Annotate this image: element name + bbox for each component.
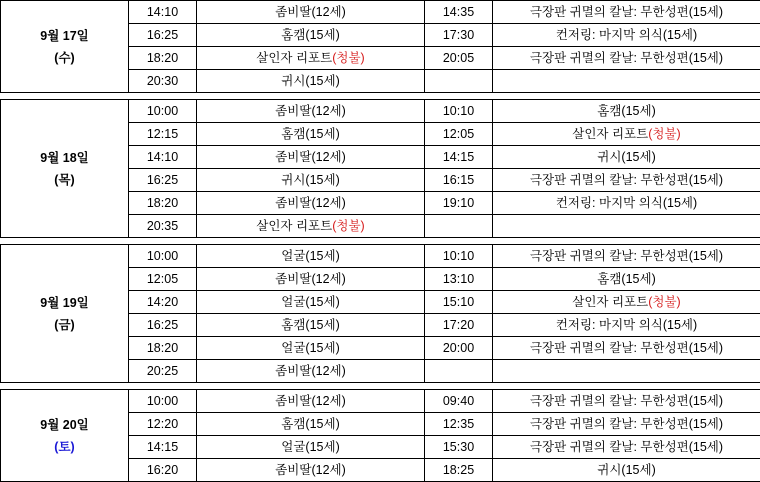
rating-badge: (15세) [621,463,655,477]
rating-badge: (12세) [311,394,345,408]
spacer-cell [129,238,197,245]
movie-title: 컨저링: 마지막 의식 [556,28,663,42]
rating-badge: (15세) [305,417,339,431]
screening-title-left [197,436,425,459]
movie-title: 살인자 리포트 [572,127,648,141]
screening-time-right: 15:30 [425,436,493,459]
movie-title: 좀비딸 [275,196,311,210]
movie-title: 좀비딸 [275,272,311,286]
screening-title-left [197,70,425,93]
rating-badge: (15세) [689,440,723,454]
rating-badge: (15세) [305,173,339,187]
rating-badge: (15세) [621,150,655,164]
screening-title-left [197,100,425,123]
screening-time-right [425,215,493,238]
screening-title-left [197,314,425,337]
screening-time-left: 16:20 [129,459,197,482]
screening-title-right [493,245,760,268]
spacer-cell [493,93,760,100]
screening-title-left [197,337,425,360]
movie-title: 좀비딸 [275,5,311,19]
movie-title: 극장판 귀멸의 칼날: 무한성편 [530,440,689,454]
table-row [1,245,760,268]
spacer-cell [129,93,197,100]
screening-time-left: 20:35 [129,215,197,238]
screening-title-right [493,314,760,337]
screening-time-right: 10:10 [425,245,493,268]
rating-badge: (12세) [311,463,345,477]
screening-time-left: 16:25 [129,169,197,192]
rating-badge: (15세) [305,249,339,263]
spacer-cell [197,383,425,390]
screening-title-right [493,70,760,93]
date-cell [1,390,129,482]
screening-title-right [493,390,760,413]
screening-time-right: 17:20 [425,314,493,337]
screening-title-right [493,215,760,238]
screening-title-left [197,390,425,413]
movie-title: 좀비딸 [275,394,311,408]
screening-time-right: 13:10 [425,268,493,291]
screening-title-right [493,413,760,436]
screening-time-right: 18:25 [425,459,493,482]
screening-time-right [425,70,493,93]
screening-time-left: 18:20 [129,337,197,360]
weekday-label: (목) [1,169,128,191]
screening-title-right [493,459,760,482]
spacer-cell [493,238,760,245]
date-cell [1,1,129,93]
screening-time-left: 16:25 [129,314,197,337]
screening-time-left: 10:00 [129,390,197,413]
screening-time-right: 09:40 [425,390,493,413]
block-spacer [1,93,760,100]
rating-badge: (15세) [689,417,723,431]
block-spacer [1,383,760,390]
screening-title-right [493,123,760,146]
rating-badge: (12세) [311,272,345,286]
rating-badge: (15세) [305,318,339,332]
movie-title: 좀비딸 [275,364,311,378]
spacer-cell [1,93,129,100]
screening-time-right [425,360,493,383]
movie-title: 극장판 귀멸의 칼날: 무한성편 [530,51,689,65]
rating-badge: (15세) [621,272,655,286]
screening-time-right: 19:10 [425,192,493,215]
schedule-body [1,1,760,482]
rating-badge: (15세) [305,440,339,454]
weekday-label: (토) [1,436,128,458]
screening-time-right: 16:15 [425,169,493,192]
movie-title: 홈캠 [281,127,305,141]
screening-time-right: 17:30 [425,24,493,47]
screening-title-right [493,360,760,383]
screening-time-left: 14:10 [129,146,197,169]
screening-time-left: 18:20 [129,47,197,70]
screening-title-left [197,413,425,436]
rating-badge: (15세) [305,74,339,88]
screening-time-left: 12:15 [129,123,197,146]
date-label: 9월 19일 [1,292,128,314]
spacer-cell [1,383,129,390]
rating-badge: (청불) [332,51,364,65]
screening-time-right: 14:35 [425,1,493,24]
rating-badge: (15세) [621,104,655,118]
rating-badge: (12세) [311,364,345,378]
screening-title-right [493,436,760,459]
screening-time-right: 12:35 [425,413,493,436]
screening-time-right: 20:05 [425,47,493,70]
rating-badge: (15세) [663,28,697,42]
weekday-label: (수) [1,47,128,69]
screening-title-right [493,268,760,291]
rating-badge: (15세) [689,394,723,408]
rating-badge: (15세) [689,249,723,263]
rating-badge: (15세) [305,341,339,355]
spacer-cell [197,238,425,245]
rating-badge: (12세) [311,196,345,210]
movie-title: 홈캠 [281,417,305,431]
movie-title: 홈캠 [597,104,621,118]
rating-badge: (15세) [689,173,723,187]
screening-title-left [197,169,425,192]
rating-badge: (청불) [648,127,680,141]
rating-badge: (12세) [311,5,345,19]
movie-title: 좀비딸 [275,104,311,118]
date-cell [1,100,129,238]
movie-title: 귀시 [597,463,621,477]
spacer-cell [425,238,493,245]
movie-title: 좀비딸 [275,463,311,477]
movie-title: 홈캠 [597,272,621,286]
movie-title: 살인자 리포트 [572,295,648,309]
screening-time-right: 15:10 [425,291,493,314]
screening-time-left: 16:25 [129,24,197,47]
movie-title: 살인자 리포트 [256,51,332,65]
rating-badge: (15세) [689,51,723,65]
screening-time-left: 12:20 [129,413,197,436]
rating-badge: (12세) [311,150,345,164]
screening-title-right [493,24,760,47]
rating-badge: (청불) [332,219,364,233]
screening-title-right [493,291,760,314]
screening-time-left: 10:00 [129,245,197,268]
spacer-cell [129,383,197,390]
date-cell [1,245,129,383]
screening-title-left [197,268,425,291]
movie-title: 귀시 [281,74,305,88]
screening-time-left: 14:15 [129,436,197,459]
screening-title-right [493,100,760,123]
table-row [1,390,760,413]
movie-title: 극장판 귀멸의 칼날: 무한성편 [530,417,689,431]
screening-title-left [197,360,425,383]
spacer-cell [493,383,760,390]
screening-title-right [493,192,760,215]
screening-time-left: 20:25 [129,360,197,383]
screening-title-left [197,245,425,268]
movie-title: 컨저링: 마지막 의식 [556,196,663,210]
movie-title: 극장판 귀멸의 칼날: 무한성편 [530,394,689,408]
rating-badge: (15세) [663,196,697,210]
screening-title-left [197,291,425,314]
table-row [1,1,760,24]
movie-title: 좀비딸 [275,150,311,164]
movie-title: 극장판 귀멸의 칼날: 무한성편 [530,341,689,355]
movie-title: 극장판 귀멸의 칼날: 무한성편 [530,249,689,263]
rating-badge: (15세) [689,341,723,355]
screening-time-left: 14:20 [129,291,197,314]
movie-title: 홈캠 [281,28,305,42]
date-label: 9월 17일 [1,25,128,47]
screening-title-left [197,215,425,238]
spacer-cell [425,93,493,100]
movie-title: 귀시 [597,150,621,164]
screening-time-right: 14:15 [425,146,493,169]
screening-time-right: 12:05 [425,123,493,146]
screening-title-left [197,459,425,482]
screening-title-left [197,123,425,146]
spacer-cell [425,383,493,390]
rating-badge: (15세) [689,5,723,19]
movie-title: 살인자 리포트 [256,219,332,233]
screening-title-right [493,47,760,70]
screening-title-left [197,24,425,47]
screening-title-right [493,337,760,360]
movie-title: 얼굴 [281,249,305,263]
rating-badge: (청불) [648,295,680,309]
movie-title: 얼굴 [281,295,305,309]
screening-title-right [493,169,760,192]
movie-title: 극장판 귀멸의 칼날: 무한성편 [530,5,689,19]
weekday-label: (금) [1,314,128,336]
movie-title: 컨저링: 마지막 의식 [556,318,663,332]
movie-title: 얼굴 [281,440,305,454]
screening-time-left: 18:20 [129,192,197,215]
screening-title-left [197,47,425,70]
rating-badge: (15세) [305,127,339,141]
screening-time-left: 14:10 [129,1,197,24]
movie-title: 극장판 귀멸의 칼날: 무한성편 [530,173,689,187]
rating-badge: (15세) [305,28,339,42]
movie-title: 얼굴 [281,341,305,355]
screening-time-left: 12:05 [129,268,197,291]
rating-badge: (15세) [663,318,697,332]
screening-time-right: 20:00 [425,337,493,360]
screening-time-right: 10:10 [425,100,493,123]
screening-time-left: 20:30 [129,70,197,93]
spacer-cell [1,238,129,245]
screening-time-left: 10:00 [129,100,197,123]
movie-title: 홈캠 [281,318,305,332]
date-label: 9월 18일 [1,147,128,169]
spacer-cell [197,93,425,100]
date-label: 9월 20일 [1,414,128,436]
screening-title-left [197,192,425,215]
rating-badge: (12세) [311,104,345,118]
movie-title: 귀시 [281,173,305,187]
screening-title-left [197,146,425,169]
rating-badge: (15세) [305,295,339,309]
screening-title-right [493,146,760,169]
screening-title-left [197,1,425,24]
block-spacer [1,238,760,245]
table-row [1,100,760,123]
screening-title-right [493,1,760,24]
